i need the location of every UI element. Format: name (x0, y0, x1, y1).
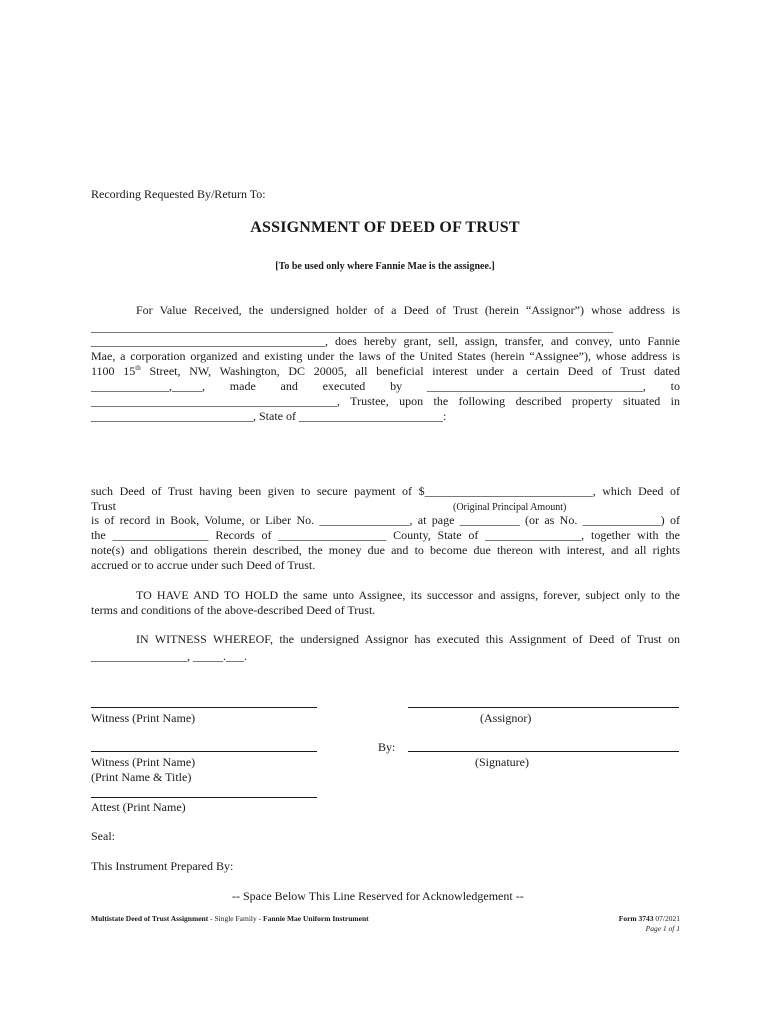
document-subtitle: [To be used only where Fannie Mae is the assignee.] (275, 261, 495, 272)
original-principal-amount-label: (Original Principal Amount) (453, 502, 567, 513)
prepared-by-label: This Instrument Prepared By: (91, 859, 234, 873)
para1-line2: _______________________________________________________________________________________ (91, 320, 613, 334)
para2-line5: note(s) and obligations therein described, the money due and to become due thereon with interest, and all rights (91, 543, 680, 557)
document-title: ASSIGNMENT OF DEED OF TRUST (250, 219, 520, 236)
signature-label: (Signature) (475, 755, 529, 769)
recording-requested-label: Recording Requested By/Return To: (91, 187, 266, 201)
para2-line1: such Deed of Trust having been given to secure payment of $____________________________, which Deed of (91, 484, 680, 498)
witness2-label: Witness (Print Name) (91, 755, 196, 769)
para2-line6: accrued or to accrue under such Deed of Trust. (91, 558, 316, 572)
by-signature-line (408, 751, 679, 752)
footer-page-number: Page 1 of 1 (645, 924, 680, 933)
attest-signature-line (91, 797, 317, 798)
seal-label: Seal: (91, 829, 115, 843)
para3-line2: terms and conditions of the above-described Deed of Trust. (91, 603, 376, 617)
by-label: By: (378, 740, 396, 754)
print-name-title-label: (Print Name & Title) (91, 770, 192, 784)
para1-line7: _________________________________________, Trustee, upon the following described property situated in (91, 394, 680, 408)
witness2-signature-line (91, 751, 317, 752)
para1-line5: 1100 15th Street, NW, Washington, DC 20005, all beneficial interest under a certain Deed of Trust dated (91, 364, 680, 378)
footer-form-title: Multistate Deed of Trust Assignment - Single Family - Fannie Mae Uniform Instrument (91, 914, 369, 923)
para1-line6: _____________,_____, made and executed by ____________________________________, to (91, 379, 680, 393)
para2-line3: is of record in Book, Volume, or Liber No. _______________, at page __________ (or as No. _____________) of (91, 513, 680, 527)
para4-date-blank: ________________, _____.___. (91, 649, 247, 663)
para1-line1: For Value Received, the undersigned holder of a Deed of Trust (herein “Assignor”) whose address is (136, 303, 680, 317)
para4-line1: IN WITNESS WHEREOF, the undersigned Assignor has executed this Assignment of Deed of Trust on (136, 632, 680, 646)
witness1-signature-line (91, 707, 317, 708)
para3-line1: TO HAVE AND TO HOLD the same unto Assignee, its successor and assigns, forever, subject only to the (136, 588, 680, 602)
para2-line4: the ________________ Records of __________________ County, State of ________________, together with the (91, 528, 680, 542)
witness1-label: Witness (Print Name) (91, 711, 196, 725)
attest-label: Attest (Print Name) (91, 800, 186, 814)
assignor-label: (Assignor) (480, 711, 532, 725)
para1-line4: Mae, a corporation organized and existing under the laws of the United States (herein “Assignee”), whose address is (91, 349, 680, 363)
para2-line2-trust: Trust (91, 499, 116, 513)
footer-form-number: Form 3743 07/2021 (618, 914, 680, 923)
para1-line3: _______________________________________, does hereby grant, sell, assign, transfer, and convey, unto Fannie (91, 334, 680, 348)
assignor-signature-line (408, 707, 679, 708)
acknowledgement-separator: -- Space Below This Line Reserved for Acknowledgement -- (232, 889, 524, 903)
para1-line8: ___________________________, State of ________________________: (91, 409, 447, 423)
